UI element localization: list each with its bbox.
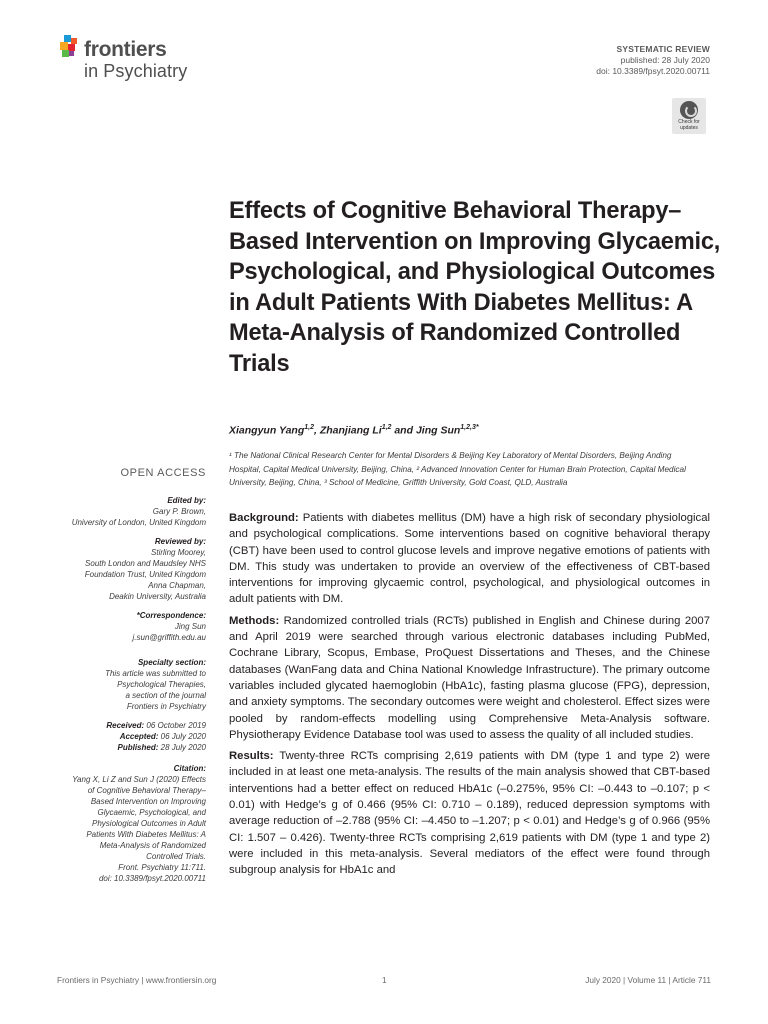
received-date [46, 720, 206, 731]
journal-logo[interactable] [58, 35, 208, 83]
article-doi[interactable]: doi: 10.3389/fpsyt.2020.00711 [596, 66, 710, 76]
citation-line: Patients With Diabetes Mellitus: A [86, 830, 206, 839]
methods-text: Randomized controlled trials (RCTs) published in English and Chinese during 2007 and April 2019 were searched through various electronic databases including PubMed, Cochrane Library, Scopus, Embase, ProQuest Dissertations and Theses, and the Chinese databases (WanFang data and China National Knowledge Infrastructure). The primary outcome variables included glycated haemoglobin (HbA1c), fasting plasma glucose (FPG), depression, and anxiety symptoms. The secondary outcomes were weight and cholesterol. Effect sizes were pooled by random-effects modelling using Comprehensive Meta-Analysis software. Physiotherapy Evidence Database tool was used to assess the quality of all included studies. [229, 614, 710, 741]
correspondence-label: *Correspondence: [136, 611, 206, 620]
specialty-line: This article was submitted to [105, 669, 206, 678]
reviewed-by-section [46, 536, 206, 602]
check-updates-line2: updates [680, 124, 698, 131]
author-name[interactable]: Xiangyun Yang [229, 424, 305, 437]
background-label: Background: [229, 512, 299, 524]
reviewer-line: Deakin University, Australia [109, 592, 206, 601]
dates-section [46, 720, 206, 753]
accepted-label: Accepted: [119, 732, 159, 741]
abstract-results [229, 748, 710, 878]
journal-name-line2: in Psychiatry [84, 61, 188, 81]
article-type: SYSTEMATIC REVIEW [616, 44, 710, 54]
abstract-methods [229, 613, 710, 743]
author-affiliation-marker: 1,2 [381, 424, 392, 431]
reviewer-line: Anna Chapman, [148, 581, 206, 590]
published-value: 28 July 2020 [160, 743, 206, 752]
citation-line: Based Intervention on Improving [90, 797, 206, 806]
specialty-section [46, 657, 206, 712]
check-updates-line1: Check for [678, 119, 700, 125]
editor-line: Gary P. Brown, [152, 507, 206, 516]
specialty-line: Psychological Therapies, [117, 680, 206, 689]
footer-issue-info: July 2020 | Volume 11 | Article 711 [585, 975, 711, 985]
author-name[interactable]: Zhanjiang Li [319, 424, 382, 437]
reviewer-line: South London and Maudsley NHS [85, 559, 206, 568]
citation-doi[interactable]: doi: 10.3389/fpsyt.2020.00711 [98, 874, 206, 883]
check-for-updates-button[interactable] [672, 98, 706, 134]
author-list [229, 424, 479, 437]
citation-line: Front. Psychiatry 11:711. [118, 863, 206, 872]
check-updates-icon [680, 101, 698, 119]
abstract [229, 510, 710, 884]
specialty-line: a section of the journal [125, 691, 206, 700]
accepted-date [46, 731, 206, 742]
author-affiliation-marker: 1,2,3* [460, 424, 479, 431]
reviewer-line: Foundation Trust, United Kingdom [84, 570, 206, 579]
published-date: published: 28 July 2020 [620, 55, 710, 65]
affiliations: ¹ The National Clinical Research Center for Mental Disorders & Beijing Key Laboratory of Mental Disorders, Beijing Anding Hospital, Capital Medical University, Beijing, China, ² Advanced Innovation Center for Human Brain Protection, Capital Medical University, Beijing, China, ³ School of Medicine, Griffith University, Gold Coast, QLD, Australia [229, 451, 686, 487]
methods-label: Methods: [229, 614, 280, 627]
received-value: 06 October 2019 [146, 721, 206, 730]
received-label: Received: [106, 721, 145, 730]
author-separator: , [314, 424, 320, 437]
results-label: Results: [229, 750, 274, 763]
author-separator: and [391, 424, 416, 437]
citation-line: Glycaemic, Psychological, and [97, 808, 206, 817]
citation-line: Yang X, Li Z and Sun J (2020) Effects [72, 775, 206, 784]
editor-line: University of London, United Kingdom [71, 518, 206, 527]
citation-line: Physiological Outcomes in Adult [92, 819, 206, 828]
correspondence-name: Jing Sun [174, 622, 206, 631]
page-number: 1 [382, 975, 387, 985]
article-title: Effects of Cognitive Behavioral Therapy–Based Intervention on Improving Glycaemic, Psychological, and Physiological Outcomes in Adult Patients With Diabetes Mellitus: A Meta-Analysis of Randomized Controlled Trials [229, 198, 721, 377]
author-affiliation-marker: 1,2 [304, 424, 314, 431]
reviewed-by-label: Reviewed by: [154, 537, 206, 546]
specialty-label: Specialty section: [137, 658, 206, 667]
citation-line: Controlled Trials. [146, 852, 206, 861]
edited-by-label: Edited by: [167, 496, 206, 505]
citation-section [46, 763, 206, 884]
citation-line: of Cognitive Behavioral Therapy– [87, 786, 206, 795]
article-info-sidebar [46, 495, 206, 892]
citation-line: Meta-Analysis of Randomized [99, 841, 206, 850]
article-meta [596, 44, 710, 77]
abstract-background [229, 510, 710, 608]
results-text: Twenty-three RCTs comprising 2,619 patients with DM (type 1 and type 2) were included in at least one meta-analysis. The results of the main analysis showed that CBT-based interventions had a better effect on reduced HbA1c (–0.275%, 95% CI: –0.443 to –0.107; p < 0.01) with Hedge’s g of 0.466 (95% CI: 0.710 – 0.189), reduced depression symptoms with average reduction of –2.788 (95% CI: –4.450 to –1.207; p < 0.01) and Hedge’s g of 0.966 (95% CI: 1.507 – 0.426). Twenty-three RCTs comprising 2,619 patients with DM (type 1 and type 2) were included in this meta-analysis. Several mediators of the effect were found through subgroup analysis for HbA1c and [229, 750, 710, 877]
author-name[interactable]: Jing Sun [415, 424, 461, 437]
frontiers-logo-icon [58, 35, 80, 61]
correspondence-section [46, 610, 206, 643]
footer-journal-link[interactable]: Frontiers in Psychiatry | www.frontiersin.org [57, 975, 217, 985]
specialty-line: Frontiers in Psychiatry [126, 702, 206, 711]
open-access-label: OPEN ACCESS [120, 467, 206, 479]
reviewer-line: Stirling Moorey, [151, 548, 206, 557]
correspondence-email[interactable]: j.sun@griffith.edu.au [132, 633, 206, 642]
accepted-value: 06 July 2020 [160, 732, 206, 741]
citation-label: Citation: [173, 764, 206, 773]
edited-by-section [46, 495, 206, 528]
published-label: Published: [117, 743, 159, 752]
background-text: Patients with diabetes mellitus (DM) have a high risk of secondary physiological and psychological complications. Some interventions based on cognitive behavioral therapy (CBT) have been used to control glucose levels and improve negative emotions of patients with DM. This study was undertaken to provide an overview of the effectiveness of CBT-based interventions for improving glycaemic control, psychological, and physiological outcomes in adult patients with DM. [229, 512, 710, 606]
published-date-sidebar [46, 742, 206, 753]
journal-name-line1: frontiers [84, 38, 167, 61]
